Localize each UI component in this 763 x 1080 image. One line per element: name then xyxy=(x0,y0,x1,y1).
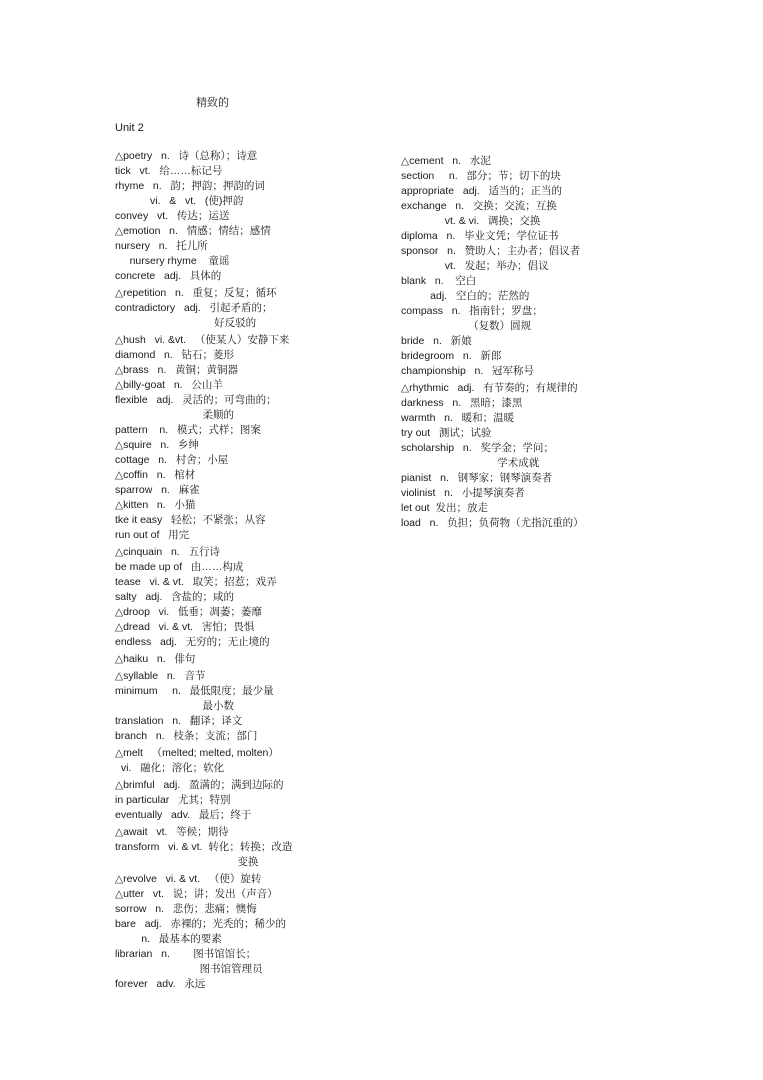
vocab-entry-line: △billy-goat n. 公山羊 xyxy=(115,379,223,391)
vocab-entry-line: adj. 空白的；茫然的 xyxy=(401,290,530,302)
vocab-entry-line: 图书馆管理员 xyxy=(115,963,263,975)
page-header: 精致的 xyxy=(196,96,229,109)
vocab-entry-line: △rhythmic adj. 有节奏的；有规律的 xyxy=(401,382,578,394)
vocab-entry-line: scholarship n. 奖学金；学问； xyxy=(401,442,554,454)
vocab-entry-line: vi. & vt. (使)押韵 xyxy=(115,195,244,207)
vocab-entry-line: △await vt. 等候；期待 xyxy=(115,826,229,838)
vocab-entry-line: branch n. 枝条；支流；部门 xyxy=(115,730,258,742)
vocab-entry-line: diamond n. 钻石；菱形 xyxy=(115,349,235,361)
vocab-entry-line: minimum n. 最低限度；最少量 xyxy=(115,685,274,697)
vocab-column-left xyxy=(115,149,385,992)
vocab-entry-line: △syllable n. 音节 xyxy=(115,670,206,682)
vocab-entry-line: △emotion n. 情感；情结；感情 xyxy=(115,225,271,237)
vocab-entry-line: △squire n. 乡绅 xyxy=(115,439,199,451)
vocab-entry-line: flexible adj. 灵活的；可弯曲的； xyxy=(115,394,277,406)
vocab-entry-line: translation n. 翻译；译文 xyxy=(115,715,243,727)
vocab-entry-line: bride n. 新娘 xyxy=(401,335,472,347)
vocab-entry-line: △repetition n. 重复；反复；循环 xyxy=(115,287,277,299)
vocab-entry-line: △coffin n. 棺材 xyxy=(115,469,196,481)
vocab-entry-line: △cinquain n. 五行诗 xyxy=(115,546,220,558)
vocab-entry-line: cottage n. 村舍；小屋 xyxy=(115,454,229,466)
vocab-column-right xyxy=(401,154,651,531)
vocab-entry-line: tease vi. & vt. 取笑；招惹；戏弄 xyxy=(115,576,277,588)
vocab-entry-line: rhyme n. 韵；押韵；押韵的词 xyxy=(115,180,265,192)
vocab-entry-line: championship n. 冠军称号 xyxy=(401,365,535,377)
vocab-entry-line: pattern n. 模式；式样；图案 xyxy=(115,424,261,436)
vocab-entry-line: violinist n. 小提琴演奏者 xyxy=(401,487,525,499)
vocab-entry-line: sorrow n. 悲伤；悲痛；懊悔 xyxy=(115,903,257,915)
vocab-entry-line: try out 测试；试验 xyxy=(401,427,492,439)
vocab-entry-line: in particular 尤其；特别 xyxy=(115,794,231,806)
vocab-entry-line: compass n. 指南针；罗盘； xyxy=(401,305,543,317)
vocab-entry-line: concrete adj. 具体的 xyxy=(115,270,222,282)
vocab-entry-line: n. 最基本的要素 xyxy=(115,933,222,945)
vocab-entry-line: vt. 发起；举办；倡议 xyxy=(401,260,549,272)
vocab-entry-line: be made up of 由……构成 xyxy=(115,561,244,573)
vocab-entry-line: warmth n. 暖和；温暖 xyxy=(401,412,515,424)
vocab-entry-line: diploma n. 毕业文凭；学位证书 xyxy=(401,230,559,242)
vocab-entry-line: let out 发出；放走 xyxy=(401,502,488,514)
vocab-entry-line: tke it easy 轻松；不紧张；从容 xyxy=(115,514,266,526)
vocab-entry-line: △poetry n. 诗（总称）；诗意 xyxy=(115,150,258,162)
vocab-entry-line: transform vi. & vt. 转化；转换；改造 xyxy=(115,841,293,853)
vocab-entry-line: vi. 融化；溶化；软化 xyxy=(115,762,225,774)
vocab-entry-line: △cement n. 水泥 xyxy=(401,155,491,167)
vocab-entry-line: endless adj. 无穷的；无止境的 xyxy=(115,636,270,648)
vocab-entry-line: exchange n. 交换；交流；互换 xyxy=(401,200,557,212)
vocab-entry-line: △dread vi. & vt. 害怕；畏惧 xyxy=(115,621,255,633)
vocab-entry-line: （复数）圆规 xyxy=(401,320,532,332)
vocab-entry-line: librarian n. 图书馆馆长； xyxy=(115,948,257,960)
vocab-entry-line: run out of 用完 xyxy=(115,529,190,541)
vocab-entry-line: △kitten n. 小猫 xyxy=(115,499,196,511)
vocab-entry-line: nursery n. 托儿所 xyxy=(115,240,208,252)
vocab-entry-line: △droop vi. 低垂；凋萎；萎靡 xyxy=(115,606,262,618)
vocab-entry-line: blank n. 空白 xyxy=(401,275,477,287)
vocab-entry-line: sparrow n. 麻雀 xyxy=(115,484,200,496)
vocab-entry-line: forever adv. 永远 xyxy=(115,978,206,990)
vocab-entry-line: darkness n. 黑暗；漆黑 xyxy=(401,397,523,409)
vocab-entry-line: appropriate adj. 适当的；正当的 xyxy=(401,185,563,197)
vocab-entry-line: △utter vt. 说；讲；发出（声音） xyxy=(115,888,278,900)
vocab-entry-line: △hush vi. &vt. （使某人）安静下来 xyxy=(115,334,290,346)
vocab-entry-line: 好反驳的 xyxy=(115,317,257,329)
unit-title: Unit 2 xyxy=(115,122,144,134)
vocab-entry-line: tick vt. 给……标记号 xyxy=(115,165,223,177)
vocab-entry-line: sponsor n. 赞助人；主办者；倡议者 xyxy=(401,245,581,257)
vocab-entry-line: △melt （melted; melted, molten） xyxy=(115,747,279,759)
vocab-entry-line: section n. 部分；节；切下的块 xyxy=(401,170,561,182)
vocab-entry-line: convey vt. 传达；运送 xyxy=(115,210,230,222)
vocab-entry-line: △revolve vi. & vt. （使）旋转 xyxy=(115,873,262,885)
vocab-entry-line: eventually adv. 最后；终于 xyxy=(115,809,252,821)
vocab-entry-line: △haiku n. 俳句 xyxy=(115,653,196,665)
vocab-entry-line: bridegroom n. 新郎 xyxy=(401,350,502,362)
vocab-entry-line: load n. 负担；负荷物（尤指沉重的） xyxy=(401,517,584,529)
vocab-entry-line: vt. & vi. 调换；交换 xyxy=(401,215,541,227)
vocab-entry-line: △brimful adj. 盈满的；满到边际的 xyxy=(115,779,284,791)
vocab-entry-line: contradictory adj. 引起矛盾的； xyxy=(115,302,273,314)
vocab-entry-line: △brass n. 黄铜；黄铜器 xyxy=(115,364,239,376)
vocab-entry-line: 变换 xyxy=(115,856,259,868)
vocab-entry-line: 柔顺的 xyxy=(115,409,235,421)
vocab-entry-line: nursery rhyme 童谣 xyxy=(115,255,230,267)
vocab-entry-line: 最小数 xyxy=(115,700,235,712)
vocab-entry-line: bare adj. 赤裸的；光秃的；稀少的 xyxy=(115,918,286,930)
vocab-entry-line: 学术成就 xyxy=(401,457,540,469)
vocab-entry-line: salty adj. 含盐的；咸的 xyxy=(115,591,235,603)
vocab-entry-line: pianist n. 钢琴家；钢琴演奏者 xyxy=(401,472,553,484)
